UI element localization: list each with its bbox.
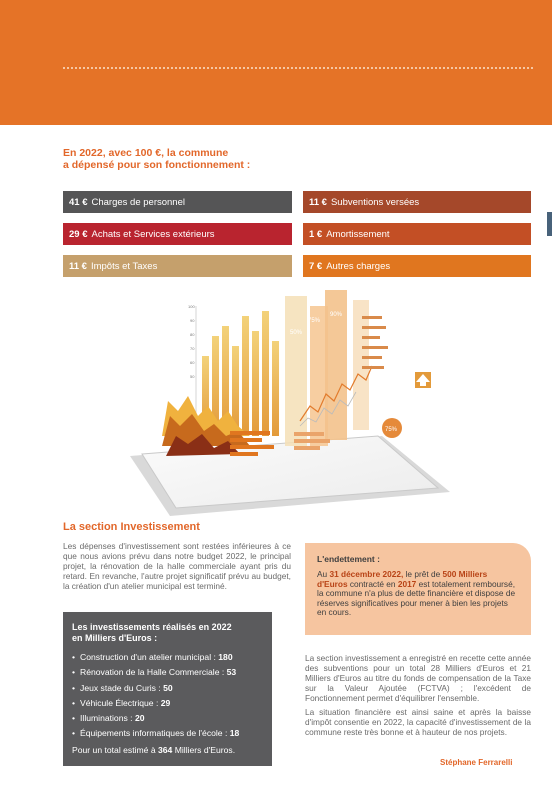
list-bar [362,356,382,359]
progress-bar [230,438,262,442]
spending-label: Subventions versées [330,196,420,208]
investments-box-title [72,622,263,643]
investment-label: Jeux stade du Curis : [80,682,164,693]
signature: Stéphane Ferrarelli [440,758,513,767]
page-edge-tab [547,212,552,236]
tick-label: 100 [188,304,195,309]
debt-date: 31 décembre 2022, [329,569,404,579]
list-bar [362,336,380,339]
investment-label: Rénovation de la Halle Commerciale : [80,667,227,678]
tick-label: 50 [190,374,195,379]
list-item [72,696,263,711]
tick-label: 80 [190,332,195,337]
closing-text: La section investissement a enregistré en recette cette année des subventions pour un total 28 Milliers d'Euros et 21 Milliers d'Euros au titre du fonds de compensation de la Taxe sur la Valeur Ajoutée (FCTVA) ; l'excédent de Fonctionnement permet d'équilibrer l'ensemble. [305,653,531,703]
list-bar [362,316,382,319]
spending-value: 41 € [69,196,88,208]
list-item [72,726,263,741]
investments-box [63,612,272,766]
progress-bar [294,432,324,436]
total-after: Milliers d'Euros. [172,744,236,755]
spending-bar-impots [63,255,292,277]
panel-bar [353,300,369,430]
panel-bar [285,296,307,446]
spending-bar-amortissement [303,223,531,245]
intro-after: , la commune [161,147,229,159]
spending-label: Autres charges [326,260,391,272]
investment-paragraph [63,541,291,595]
progress-bar [294,439,330,443]
spending-bar-autres [303,255,531,277]
spending-value: 29 € [69,228,88,240]
badge-percent: 50% [290,330,303,336]
investment-label: Illuminations : [80,713,135,724]
spending-label: Impôts et Taxes [90,260,158,272]
intro-before: En 2022, avec [63,147,132,159]
chart-bar [242,316,249,436]
tick-label: 90 [190,318,195,323]
chart-bar [272,341,279,436]
chart-bar [252,331,259,436]
investment-value: 18 [229,728,240,739]
total-before: Pour un total estimé à [72,744,158,755]
debt-body [317,570,519,618]
investment-value: 20 [134,713,145,724]
total-value: 364 [157,744,173,755]
closing-paragraphs [305,653,531,741]
spending-bar-achats [63,223,292,245]
spending-label: Amortissement [326,228,390,240]
progress-bar [294,446,320,450]
list-bar [362,326,386,329]
debt-text: est totalement remboursé, la commune n'a plus de dette financière et dispose de réserves significatives pour mener à bien les projets en cours. [317,578,516,617]
debt-year: 2017 [397,578,417,589]
progress-bar [230,431,270,435]
progress-bar [230,445,274,449]
header-banner [0,0,552,125]
list-bar [362,366,384,369]
tick-label: 70 [190,346,195,351]
badge-percent: 75% [385,427,398,433]
debt-amount: 500 Milliers d'Euros [317,569,488,589]
intro-line2: a dépensé pour son fonctionnement : [63,159,251,171]
investment-value: 29 [160,697,171,708]
spending-bar-subventions [303,191,531,213]
closing-text: La situation financière est ainsi saine et après la baisse d'impôt consentie en 2022, la capacité d'investissement de la commune reste très bonne et à hauteur de nos projets. [305,707,531,737]
progress-bar [230,452,258,456]
investment-value: 180 [218,652,233,662]
investment-text: Les dépenses d'investissement sont restées inférieures à ce que nous avions prévu dans notre budget 2022, le principal projet, la rénovation de la halle commerciale ayant pris du retard. En revanche, l'autre projet significatif prévu au budget, la création d'un atelier municipal est terminé. [63,541,291,591]
investment-label: Équipements informatiques de l'école : [80,728,230,739]
debt-title: L'endettement : [317,554,380,564]
investments-title-line2: en Milliers d'Euros : [72,632,158,643]
spending-value: 11 € [309,196,327,208]
spending-value: 7 € [309,260,323,272]
debt-text: Au [317,569,330,579]
list-bar [362,346,388,349]
investment-section-title: La section Investissement [63,521,200,533]
tablet-chart-illustration [110,286,460,518]
chart-bar [262,311,269,436]
list-item [72,681,263,696]
spending-bar-personnel [63,191,292,213]
intro-heading [63,147,363,171]
list-item [72,711,263,726]
debt-text: contracté en [347,578,398,589]
investments-total [72,745,263,755]
spending-label: Achats et Services extérieurs [91,228,215,240]
intro-amount: 100 € [134,147,162,159]
tick-label: 60 [190,360,195,365]
investment-label: Construction d'un atelier municipal : [80,652,219,662]
badge-percent: 90% [330,312,343,318]
spending-value: 1 € [309,228,323,240]
dotted-divider [63,67,533,69]
investments-title-line1: Les investissements réalisés en 2022 [72,622,232,632]
investment-value: 53 [226,667,237,678]
list-item [72,665,263,680]
list-item [72,650,263,665]
investment-label: Véhicule Électrique : [80,697,161,708]
debt-text: le prêt de [403,569,443,579]
investments-list [72,650,263,742]
investment-value: 50 [163,682,173,693]
debt-box [305,543,531,635]
badge-percent: 75% [308,318,321,324]
spending-label: Charges de personnel [91,196,185,208]
spending-value: 11 € [69,260,87,272]
